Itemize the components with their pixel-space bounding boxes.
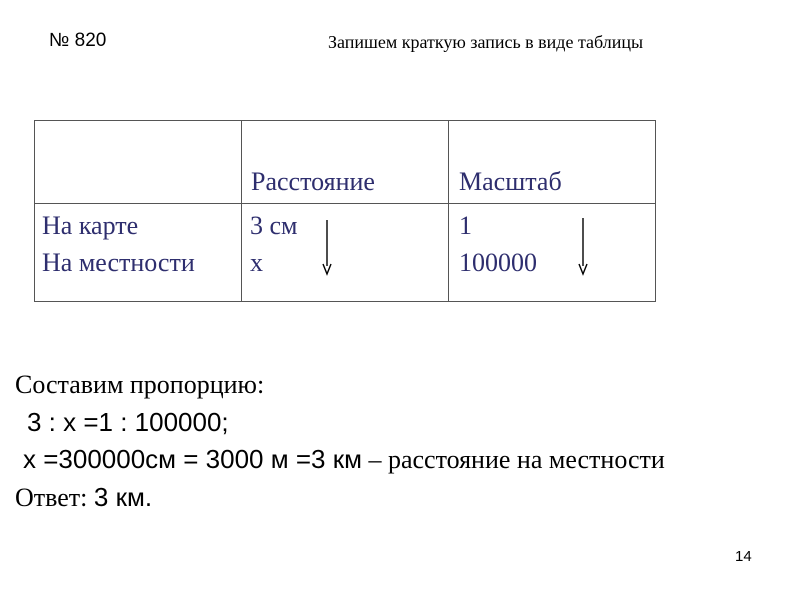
scale-map-value: 1 [459, 211, 472, 240]
scale-terrain-value: 100000 [459, 248, 537, 277]
distance-terrain-value: х [250, 248, 263, 277]
data-table [34, 120, 656, 302]
subtitle: Запишем краткую запись в виде таблицы [328, 32, 644, 52]
arrow-down-icon [321, 220, 333, 276]
column-header-distance: Расстояние [251, 167, 375, 196]
page-number: 14 [735, 548, 752, 565]
calculation-explanation: – расстояние на местности [361, 445, 665, 474]
calculation-expression: х =300000см = 3000 м =3 км [23, 444, 362, 474]
solution-intro: Составим пропорцию: [15, 370, 265, 399]
problem-number: № 820 [49, 30, 107, 51]
distance-map-value: 3 см [250, 211, 298, 240]
row-label-map: На карте [42, 211, 139, 240]
proportion-line: 3 : х =1 : 100000; [27, 407, 229, 437]
answer-line [15, 482, 152, 513]
column-header-scale: Масштаб [459, 167, 562, 196]
answer-label: Ответ: [15, 483, 94, 512]
calculation-line [23, 444, 665, 475]
row-label-terrain: На местности [42, 248, 195, 277]
table-header-empty-cell [34, 120, 242, 204]
answer-value: 3 км. [93, 482, 153, 512]
arrow-down-icon [577, 218, 589, 276]
